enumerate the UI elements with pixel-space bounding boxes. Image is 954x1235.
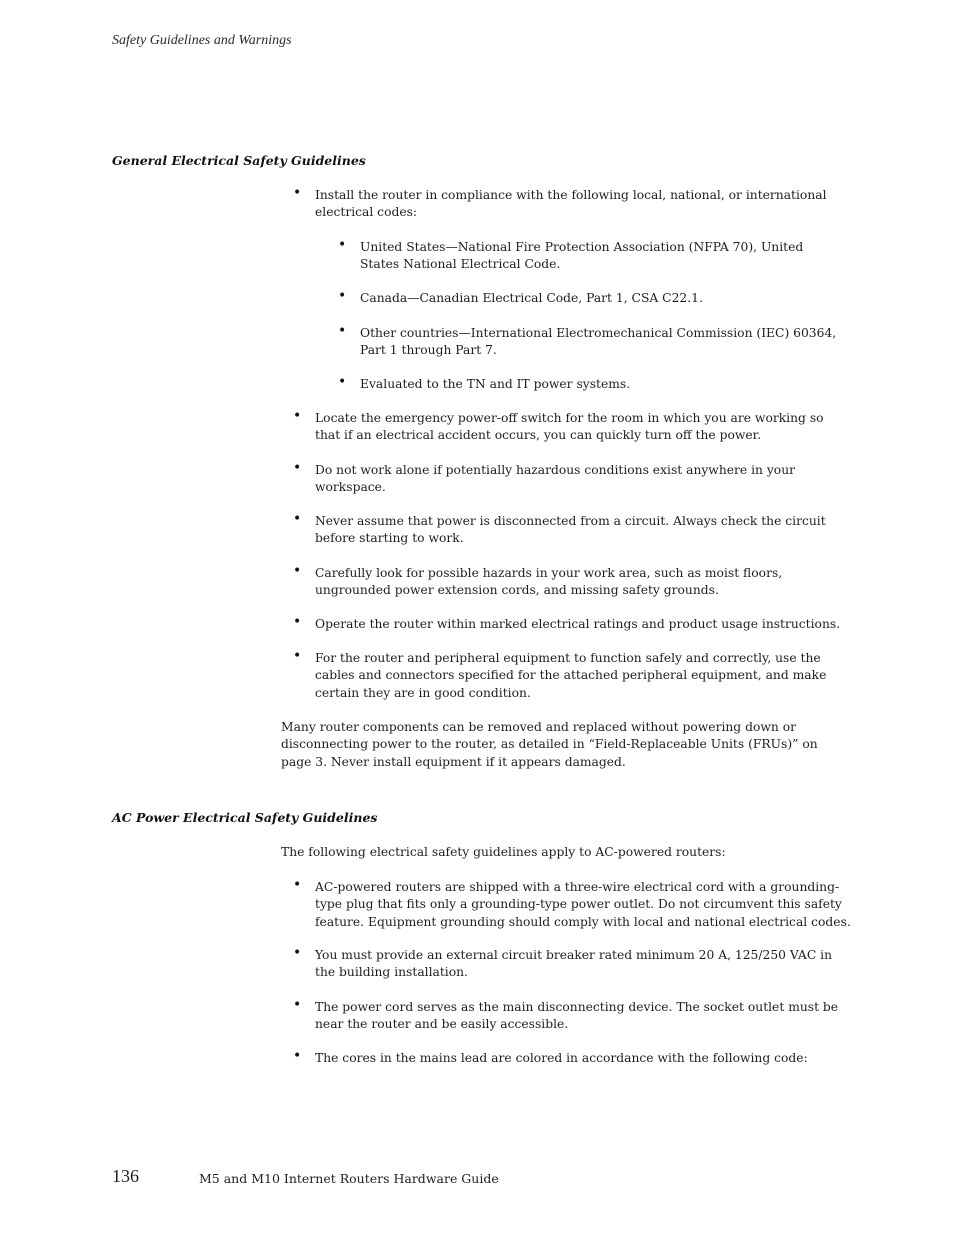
list-item (293, 877, 851, 931)
list-item-text: Evaluated to the TN and IT power systems. (360, 377, 631, 391)
list-item (293, 1048, 851, 1067)
list-item (293, 460, 851, 497)
sub-list-item (338, 323, 840, 360)
list-item-text: Never assume that power is disconnected from a circuit. Always check the circuit before starting to work. (315, 514, 826, 546)
bullet-icon: • (293, 614, 302, 630)
list-item-text: Canada—Canadian Electrical Code, Part 1, CSA C22.1. (360, 291, 703, 305)
bullet-icon: • (293, 945, 302, 961)
bullet-icon: • (293, 511, 302, 527)
paragraph-frus-note: Many router components can be removed and replaced without powering down or disconnecting power to the router, as detailed in “Field-Replaceable Units (FRUs)” on page 3. Never install equipment if it appears damaged. (281, 720, 818, 769)
list-item-text: The cores in the mains lead are colored in accordance with the following code: (315, 1051, 808, 1065)
bullet-icon: • (293, 997, 302, 1013)
list-item-text: Other countries—International Electromechanical Commission (IEC) 60364, Part 1 through Part 7. (360, 326, 837, 358)
section-heading-ac-power: AC Power Electrical Safety Guidelines (112, 810, 378, 825)
list-item-text: For the router and peripheral equipment to function safely and correctly, use the cables and connectors specified for the attached peripheral equipment, and make certain they are in good condition. (315, 651, 827, 700)
section-heading-general-electrical: General Electrical Safety Guidelines (112, 153, 366, 168)
list-item (293, 563, 851, 600)
bullet-icon: • (293, 408, 302, 424)
list-item (293, 408, 851, 445)
bullet-icon: • (293, 648, 302, 664)
list-item (293, 614, 851, 633)
bullet-icon: • (338, 323, 347, 339)
bullet-icon: • (338, 374, 347, 390)
sub-list-item (338, 288, 840, 307)
list-item (293, 648, 851, 702)
list-item-text: You must provide an external circuit breaker rated minimum 20 A, 125/250 VAC in the building installation. (315, 948, 832, 980)
list-item (293, 945, 851, 982)
list-item (293, 997, 851, 1034)
list-item-text: Operate the router within marked electrical ratings and product usage instructions. (315, 617, 841, 631)
sub-list-item (338, 237, 840, 274)
bullet-icon: • (293, 877, 302, 893)
sub-list-item (338, 374, 840, 393)
page-number: 136 (112, 1166, 139, 1186)
list-item-text: AC-powered routers are shipped with a three-wire electrical cord with a grounding-type plug that fits only a grounding-type power outlet. Do not circumvent this safety feature. Equipment grounding should comply with local and national electrical codes. (315, 880, 851, 929)
footer-book-title: M5 and M10 Internet Routers Hardware Guide (199, 1171, 499, 1186)
list-item-text: Do not work alone if potentially hazardous conditions exist anywhere in your workspace. (315, 463, 796, 495)
list-item-text: Install the router in compliance with the following local, national, or international electrical codes: (315, 188, 827, 220)
list-item-text: United States—National Fire Protection Association (NFPA 70), United States National Electrical Code. (360, 240, 804, 272)
bullet-icon: • (338, 288, 347, 304)
paragraph-ac-intro: The following electrical safety guidelines apply to AC-powered routers: (281, 845, 726, 859)
list-item (293, 511, 851, 548)
bullet-icon: • (293, 1048, 302, 1064)
bullet-icon: • (293, 563, 302, 579)
running-header: Safety Guidelines and Warnings (112, 33, 292, 48)
list-item-text: The power cord serves as the main disconnecting device. The socket outlet must be near the router and be easily accessible. (315, 1000, 839, 1032)
bullet-icon: • (293, 185, 302, 201)
list-item-text: Locate the emergency power-off switch for the room in which you are working so that if an electrical accident occurs, you can quickly turn off the power. (315, 411, 824, 443)
list-item-text: Carefully look for possible hazards in your work area, such as moist floors, ungrounded power extension cords, and missing safety grounds. (315, 566, 783, 598)
bullet-icon: • (338, 237, 347, 253)
list-item (293, 185, 851, 222)
bullet-icon: • (293, 460, 302, 476)
